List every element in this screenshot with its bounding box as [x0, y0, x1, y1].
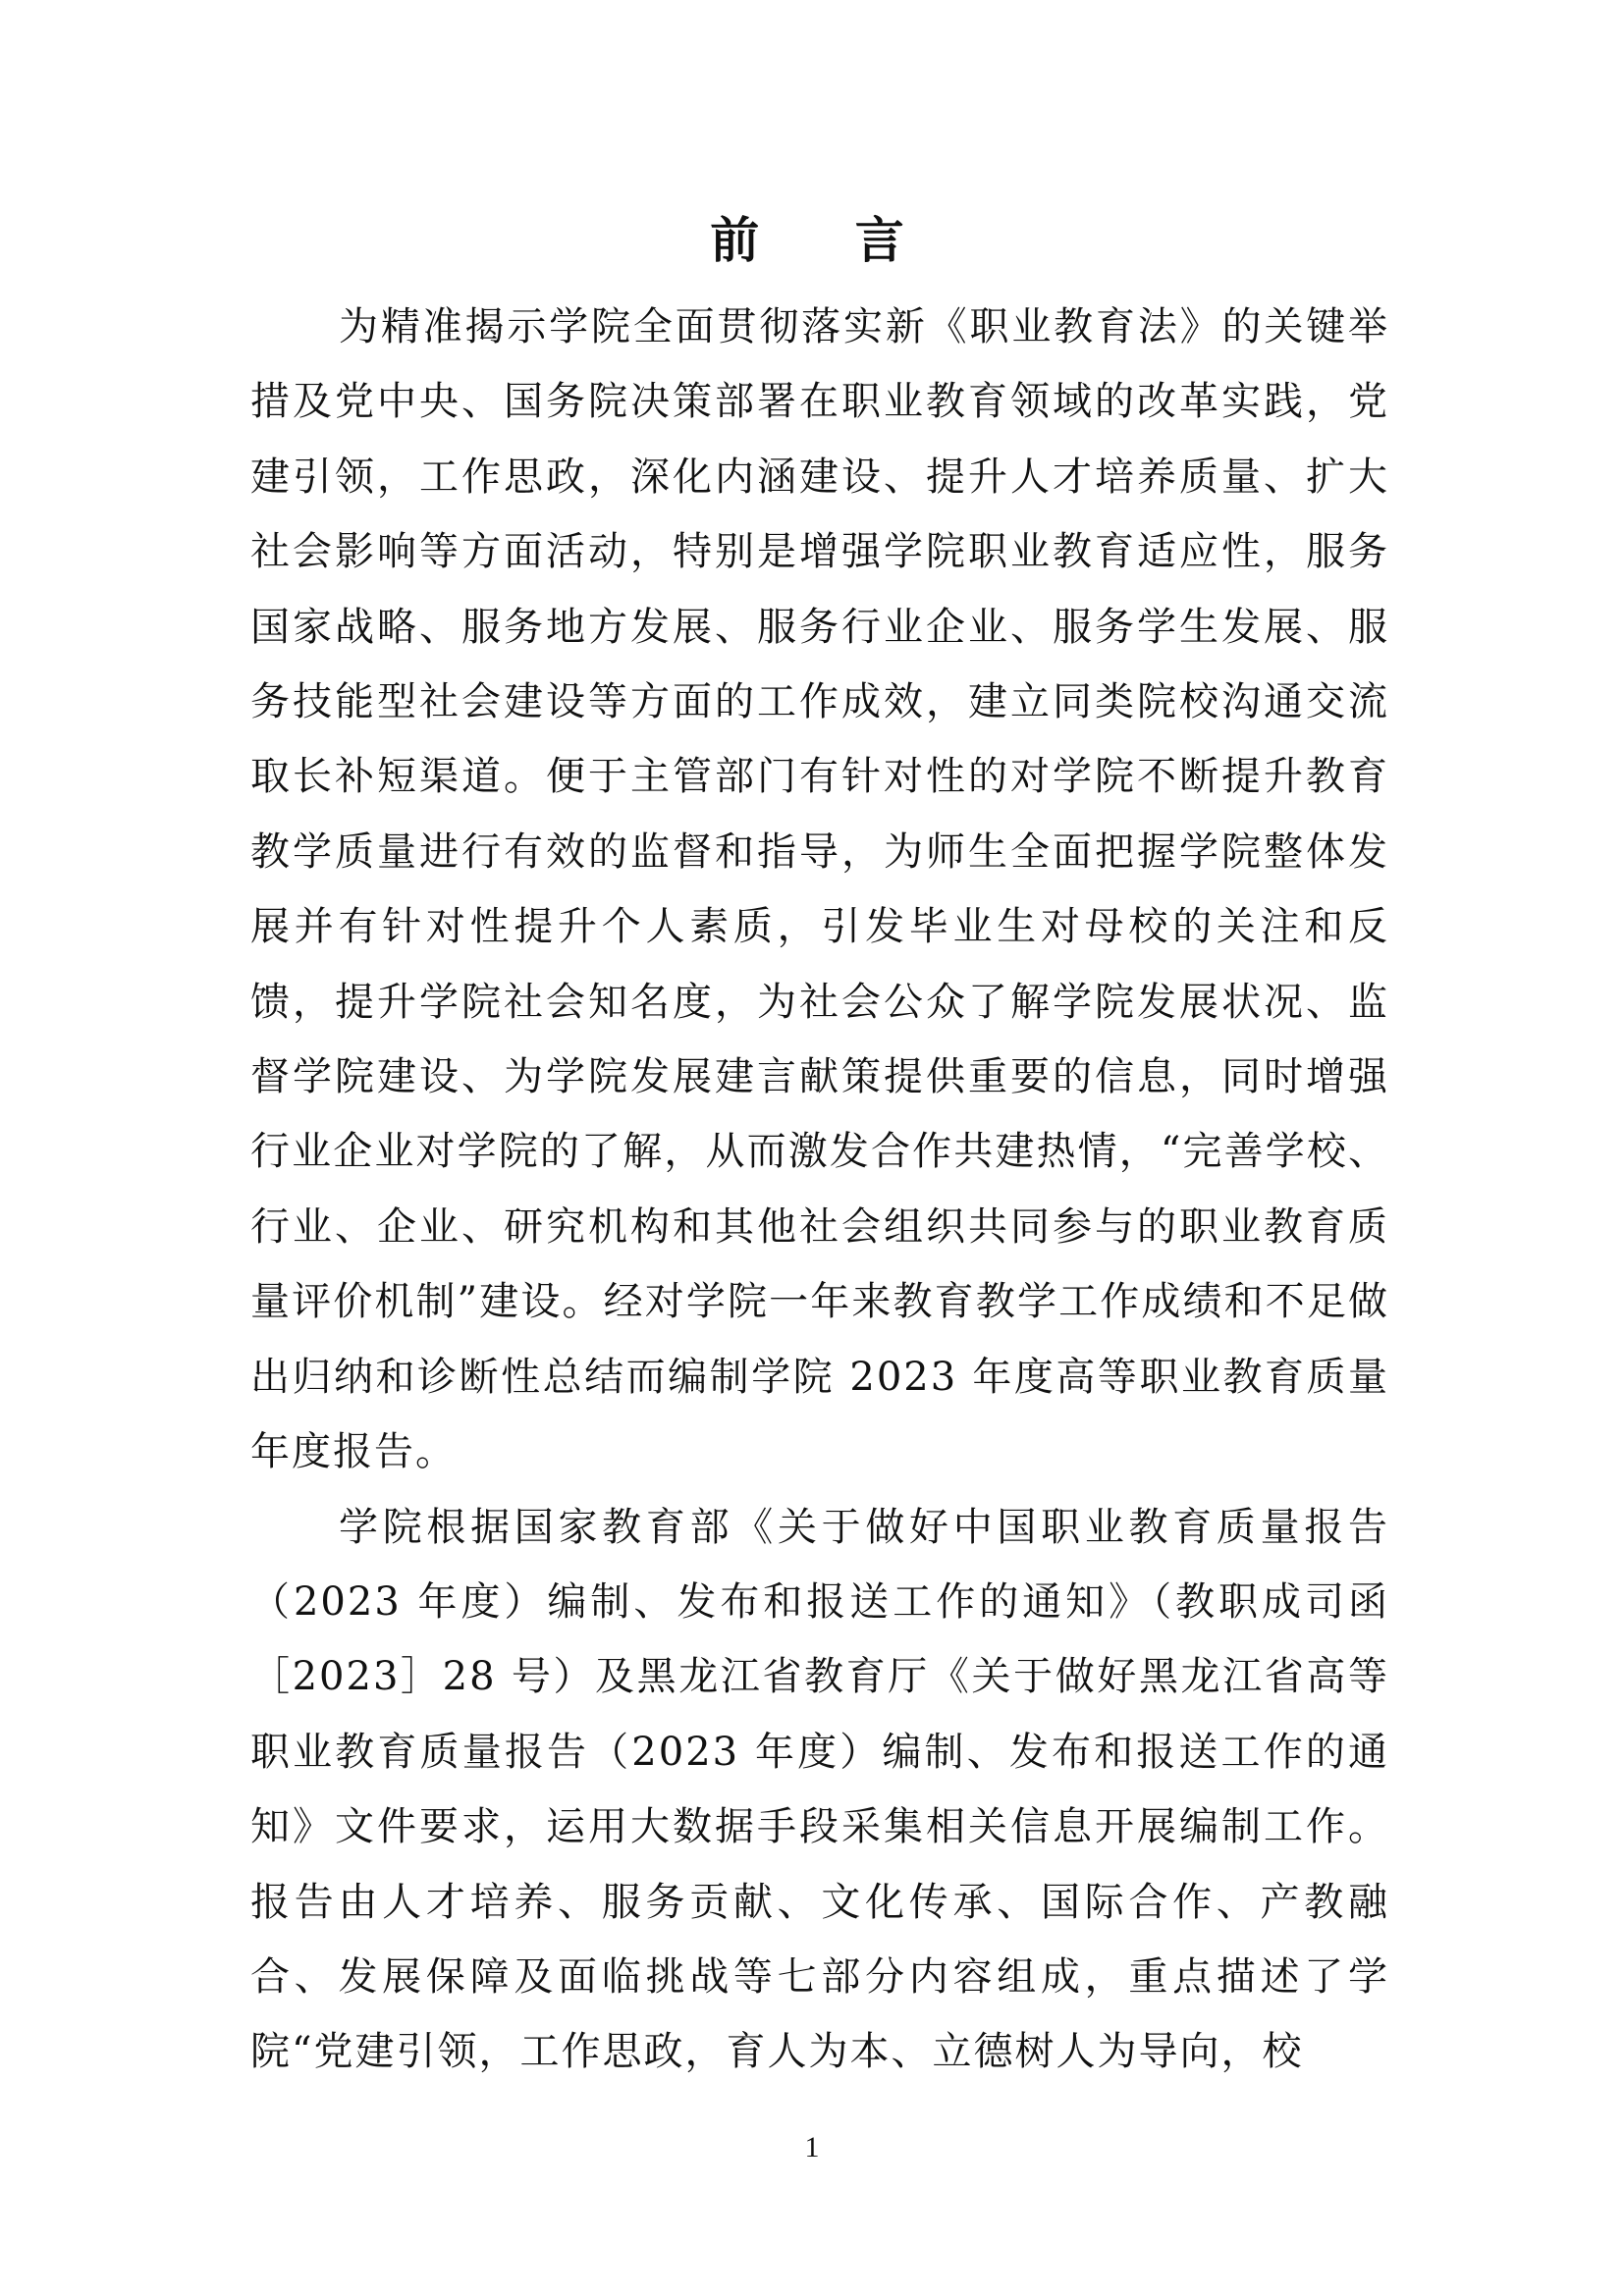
- paragraph-1: 为精准揭示学院全面贯彻落实新《职业教育法》的关键举措及党中央、国务院决策部署在职业教育领域的改革实践，党建引领，工作思政，深化内涵建设、提升人才培养质量、扩大社会影响等方面活动，特别是增强学院职业教育适应性，服务国家战略、服务地方发展、服务行业企业、服务学生发展、服务技能型社会建设等方面的工作成效，建立同类院校沟通交流取长补短渠道。便于主管部门有针对性的对学院不断提升教育教学质量进行有效的监督和指导，为师生全面把握学院整体发展并有针对性提升个人素质，引发毕业生对母校的关注和反馈，提升学院社会知名度，为社会公众了解学院发展状况、监督学院建设、为学院发展建言献策提供重要的信息，同时增强行业企业对学院的了解，从而激发合作共建热情，“完善学校、行业、企业、研究机构和其他社会组织共同参与的职业教育质量评价机制”建设。经对学院一年来教育教学工作成绩和不足做出归纳和诊断性总结而编制学院 2023 年度高等职业教育质量年度报告。: [250, 304, 1389, 1475]
- page-title: 前 言: [710, 212, 944, 269]
- body-text: [250, 290, 1389, 2090]
- page-number: 1: [804, 2131, 820, 2163]
- paragraph-2: 学院根据国家教育部《关于做好中国职业教育质量报告（2023 年度）编制、发布和报送工作的通知》（教职成司函［2023］28 号）及黑龙江省教育厅《关于做好黑龙江省高等职业教育质量报告（2023 年度）编制、发布和报送工作的通知》文件要求，运用大数据手段采集相关信息开展编制工作。报告由人才培养、服务贡献、文化传承、国际合作、产教融合、发展保障及面临挑战等七部分内容组成，重点描述了学院“党建引领，工作思政，育人为本、立德树人为导向，校: [250, 1504, 1389, 2075]
